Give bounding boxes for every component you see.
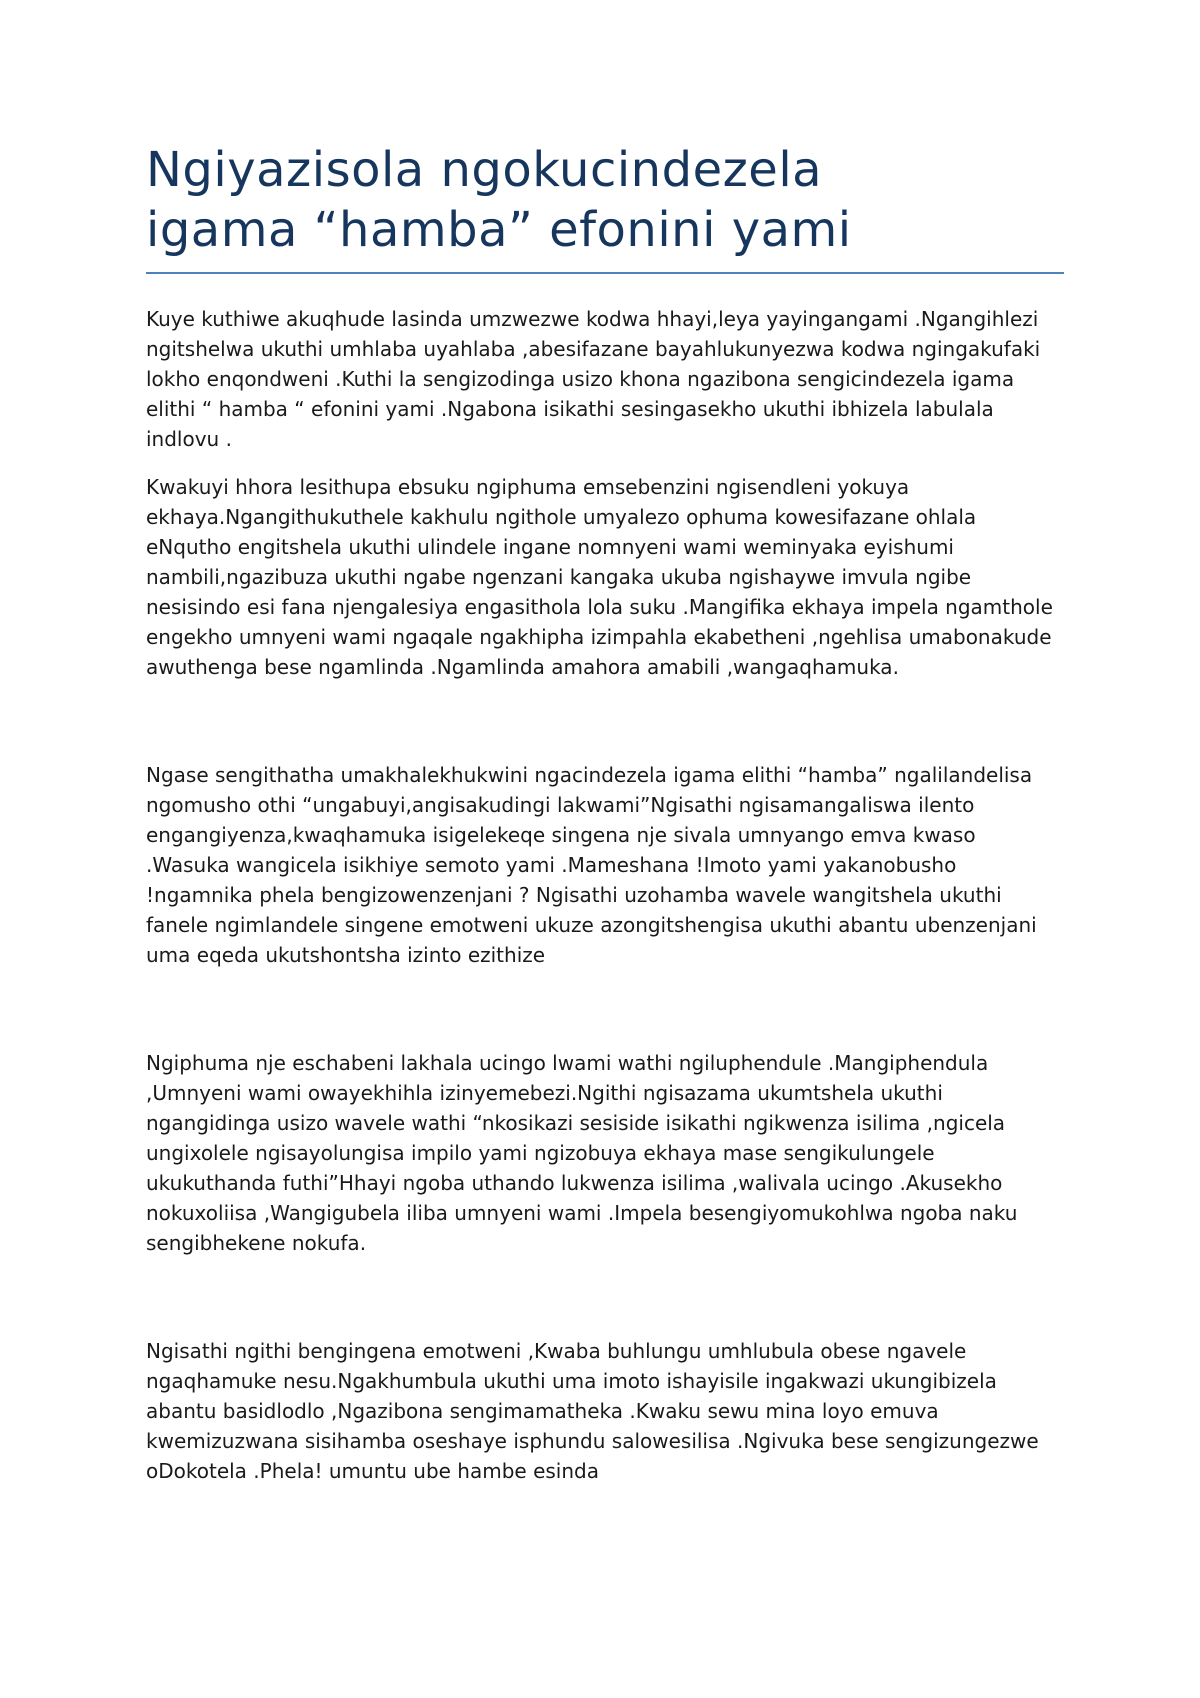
title-line-2: igama “hamba” efonini yami [146,202,852,258]
paragraph-2: Kwakuyi hhora lesithupa ebsuku ngiphuma emsebenzini ngisendleni yokuya ekhaya.Ngangithukuthele kakhulu ngithole umyalezo ophuma kowesifazane ohlala eNqutho engitshela ukuthi ulindele ingane nomnyeni wami weminyaka eyishumi nambili,ngazibuza ukuthi ngabe ngenzani kangaka ukuba ngishaywe imvula ngibe nesisindo esi fana njengalesiya engasithola lola suku .Mangifika ekhaya impela ngamthole engekho umnyeni wami ngaqale ngakhipha izimpahla ekabetheni ,ngehlisa umabonakude awuthenga bese ngamlinda .Ngamlinda amahora amabili ,wangaqhamuka. [146,475,1053,679]
title-underline-rule [146,272,1064,274]
title-line-1: Ngiyazisola ngokucindezela [146,142,823,198]
paragraph-3: Ngase sengithatha umakhalekhukwini ngacindezela igama elithi “hamba” ngalilandelisa ngomusho othi “ungabuyi,angisakudingi lakwami”Ngisathi ngisamangaliswa ilento engangiyenza,kwaqhamuka isigelekeqe singena nje sivala umnyango emva kwaso .Wasuka wangicela isikhiye semoto yami .Mameshana !Imoto yami yakanobusho !ngamnika phela bengizowenzenjani ? Ngisathi uzohamba wavele wangitshela ukuthi fanele ngimlandele singene emotweni ukuze azongitshengisa ukuthi abantu ubenzenjani uma eqeda ukutshontsha izinto ezithize [146,763,1037,967]
paragraph-1: Kuye kuthiwe akuqhude lasinda umzwezwe kodwa hhayi,leya yayingangami .Ngangihlezi ngitshelwa ukuthi umhlaba uyahlaba ,abesifazane bayahlukunyezwa kodwa ngingakufaki lokho enqondweni .Kuthi la sengizodinga usizo khona ngazibona sengicindezela igama elithi “ hamba “ efonini yami .Ngabona isikathi sesingasekho ukuthi ibhizela labulala indlovu . [146,307,1041,451]
paragraph-5: Ngisathi ngithi bengingena emotweni ,Kwaba buhlungu umhlubula obese ngavele ngaqhamuke nesu.Ngakhumbula ukuthi uma imoto ishayisile ingakwazi ukungibizela abantu basidlodlo ,Ngazibona sengimamatheka .Kwaku sewu mina loyo emuva kwemizuzwana sisihamba oseshaye isphundu salowesilisa .Ngivuka bese sengizungezwe oDokotela .Phela! umuntu ube hambe esinda [146,1339,1039,1483]
paragraph-4: Ngiphuma nje eschabeni lakhala ucingo lwami wathi ngiluphendule .Mangiphendula ,Umnyeni wami owayekhihla izinyemebezi.Ngithi ngisazama ukumtshela ukuthi ngangidinga usizo wavele wathi “nkosikazi sesiside isikathi ngikwenza isilima ,ngicela ungixolele ngisayolungisa impilo yami ngizobuya ekhaya mase sengikulungele ukukuthanda futhi”Hhayi ngoba uthando lukwenza isilima ,walivala ucingo .Akusekho nokuxoliisa ,Wangigubela iliba umnyeni wami .Impela besengiyomukohlwa ngoba naku sengibhekene nokufa. [146,1051,1018,1255]
document-page [146,140,1064,1486]
document-title [146,140,1064,272]
